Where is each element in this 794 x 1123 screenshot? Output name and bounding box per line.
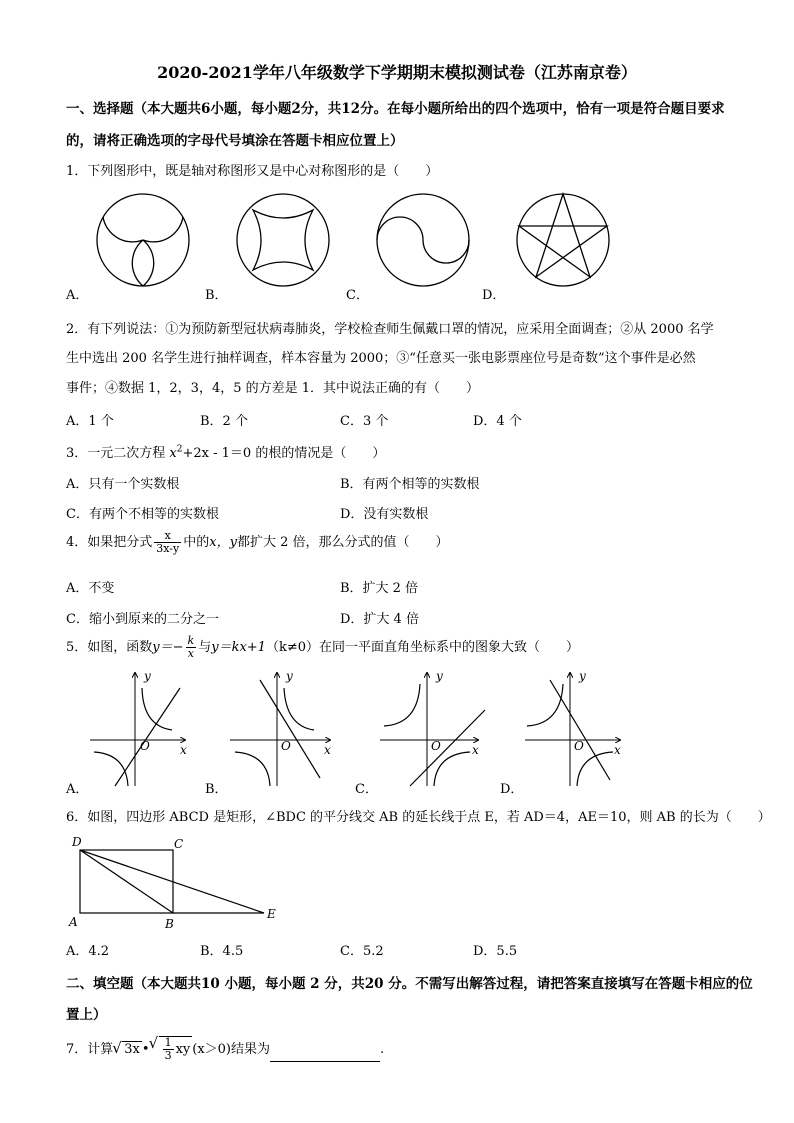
q6-label-d: D — [72, 835, 82, 849]
section2-header-line1: 二、填空题（本大题共10 小题，每小题 2 分，共20 分。不需写出解答过程，请把答案直接填写在答题卡相应的位 — [66, 976, 753, 992]
q3-stem-pre: 3．一元二次方程 — [66, 446, 170, 461]
q2-line2: 生中选出 200 名学生进行抽样调查，样本容量为 2000；③“任意买一张电影票座位号是奇数”这个事件是必然 — [66, 351, 696, 366]
q5-y2: y＝kx+1 — [211, 640, 266, 655]
q4-stem — [66, 530, 448, 555]
q6-stem: 6．如图，四边形 ABCD 是矩形，∠BDC 的平分线交 AB 的延长线于点 E，若 AD＝4，AE＝10，则 AB 的长为（ ） — [66, 810, 771, 825]
q5-a-axis-x: x — [180, 743, 187, 757]
q4-stem-pre: 4．如果把分式 — [66, 535, 153, 550]
q5-graph-c — [380, 669, 485, 786]
q5-stem-mid: 与 — [198, 640, 212, 655]
q7-rad2-rest: xy — [175, 1042, 191, 1057]
q6-label-b: B — [165, 917, 174, 931]
q5-frac-num: k — [187, 634, 195, 647]
q2-line3: 事件；④数据 1，2，3，4，5 的方差是 1．其中说法正确的有（ ） — [66, 381, 480, 396]
q5-frac-den: x — [187, 647, 194, 660]
q7-post: 结果为 — [231, 1042, 271, 1057]
q5-c-origin: O — [431, 739, 441, 753]
q5-graphs — [80, 668, 640, 793]
q1-figure-d — [517, 194, 609, 286]
q7-cond: (x＞0) — [192, 1042, 231, 1057]
q7-frac-num: √ 1 — [164, 1036, 172, 1049]
q1-option-b: B． — [205, 288, 228, 303]
q3-eq-rest: +2x - 1＝0 — [182, 446, 252, 461]
q5-y1: y＝− — [152, 640, 184, 655]
q6-option-a: A．4.2 — [66, 944, 110, 959]
q4-option-c: C．缩小到原来的二分之一 — [66, 612, 219, 627]
q3-option-d: D．没有实数根 — [340, 507, 429, 522]
q6-option-d: D．5.5 — [473, 944, 518, 959]
q4-option-a: A．不变 — [66, 581, 115, 596]
q3-eq-sup: 2 — [176, 444, 183, 455]
q1-option-c: C． — [346, 288, 369, 303]
q2-option-c: C．3 个 — [340, 414, 389, 429]
q4-frac-den: 3x-y — [156, 542, 180, 555]
q7-stem — [66, 1036, 384, 1062]
q7-rad1: 3x — [124, 1042, 140, 1057]
q6-figure — [66, 832, 296, 932]
page-title: 2020-2021学年八年级数学下学期期末模拟测试卷（江苏南京卷） — [157, 63, 637, 82]
q6-label-e: E — [267, 907, 276, 921]
q5-option-b: B． — [205, 782, 228, 797]
q5-stem-pre: 5．如图，函数 — [66, 640, 153, 655]
q5-b-axis-y: y — [286, 669, 293, 683]
q5-cond: （k≠0） — [265, 640, 319, 655]
q5-stem-post: 在同一平面直角坐标系中的图象大致（ ） — [318, 640, 579, 655]
q5-d-axis-y: y — [579, 669, 586, 683]
q7-end: . — [380, 1042, 385, 1057]
q5-graph-a — [90, 669, 187, 786]
q7-radical-1 — [122, 1041, 142, 1057]
q2-option-d: D．4 个 — [473, 414, 522, 429]
q3-option-c: C．有两个不相等的实数根 — [66, 507, 219, 522]
q5-b-origin: O — [281, 739, 291, 753]
q4-fraction — [154, 530, 181, 555]
q4-option-b: B．扩大 2 倍 — [340, 581, 419, 596]
q6-label-a: A — [69, 915, 78, 929]
q4-stem-mid: 中的 — [183, 535, 210, 550]
q5-d-origin: O — [574, 739, 584, 753]
q5-option-d: D． — [500, 782, 524, 797]
q4-option-d: D．扩大 4 倍 — [340, 612, 419, 627]
q5-b-axis-x: x — [324, 743, 331, 757]
q3-option-a: A．只有一个实数根 — [66, 477, 180, 492]
q4-stem-post: 都扩大 2 倍，那么分式的值（ ） — [236, 535, 449, 550]
q5-option-c: C． — [355, 782, 378, 797]
q6-option-c: C．5.2 — [340, 944, 384, 959]
q5-graph-d — [525, 669, 621, 786]
q2-option-b: B．2 个 — [200, 414, 248, 429]
q4-vars: x，y — [209, 535, 237, 550]
q3-stem — [66, 442, 385, 461]
q7-answer-blank[interactable] — [270, 1049, 380, 1062]
section1-header-line2: 的，请将正确选项的字母代号填涂在答题卡相应位置上） — [66, 133, 404, 149]
q5-graph-b — [230, 669, 331, 786]
q5-option-a: A． — [66, 782, 89, 797]
q1-figure-a — [97, 194, 189, 286]
q5-a-origin: O — [140, 739, 150, 753]
q2-line1: 2．有下列说法：①为预防新型冠状病毒肺炎，学校检查师生佩戴口罩的情况，应采用全面调查；②从 2000 名学 — [66, 322, 714, 337]
q5-a-axis-y: y — [144, 669, 151, 683]
q3-stem-post: 的根的情况是（ ） — [251, 446, 386, 461]
section1-header-line1: 一、选择题（本大题共6小题，每小题2分，共12分。在每小题所给出的四个选项中，恰有一项是符合题目要求 — [66, 101, 725, 117]
q7-dot: • — [141, 1042, 150, 1057]
q5-d-axis-x: x — [614, 743, 621, 757]
section2-header-line2: 置上） — [66, 1007, 107, 1023]
q4-frac-num: x — [154, 530, 181, 543]
q1-stem: 1．下列图形中，既是轴对称图形又是中心对称图形的是（ ） — [66, 164, 439, 179]
q5-c-axis-y: y — [436, 669, 443, 683]
q5-stem — [66, 635, 579, 660]
q3-eq-x: x — [169, 446, 177, 461]
q1-figure-c — [377, 194, 469, 286]
q1-figures — [80, 190, 640, 292]
q7-fraction — [163, 1037, 174, 1062]
q5-fraction — [186, 635, 197, 660]
q7-frac-den: 3 — [164, 1049, 172, 1062]
q1-option-a: A． — [66, 288, 89, 303]
q6-label-c: C — [174, 837, 184, 851]
q6-option-b: B．4.5 — [200, 944, 244, 959]
q7-pre: 7．计算 — [66, 1042, 114, 1057]
q3-option-b: B．有两个相等的实数根 — [340, 477, 480, 492]
q1-option-d: D． — [482, 288, 506, 303]
q5-c-axis-x: x — [472, 743, 479, 757]
q1-figure-b — [237, 194, 329, 286]
q2-option-a: A．1 个 — [66, 414, 114, 429]
q7-radical-2 — [159, 1036, 193, 1062]
